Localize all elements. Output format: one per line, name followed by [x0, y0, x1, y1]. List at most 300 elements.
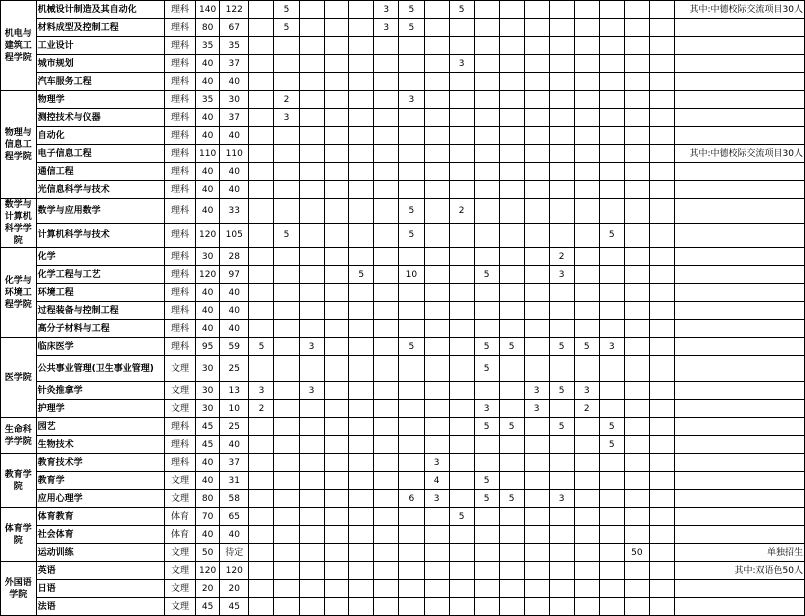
quota-cell [650, 266, 675, 284]
quota-cell [299, 436, 324, 454]
quota-cell [399, 181, 424, 199]
quota-cell [374, 248, 399, 266]
subject-cell: 理科 [164, 320, 195, 338]
quota-cell [299, 55, 324, 73]
quota-cell: 5 [274, 19, 299, 37]
table-row [1, 302, 805, 320]
college-name: 教育学院 [1, 454, 37, 508]
plan-count-cell: 70 [196, 508, 220, 526]
note-cell [674, 223, 804, 248]
plan-count-cell: 45 [196, 418, 220, 436]
quota-cell [499, 382, 524, 400]
quota-cell [274, 73, 299, 91]
quota-cell [324, 127, 349, 145]
subject-cell: 理科 [164, 302, 195, 320]
table-row [1, 418, 805, 436]
quota-cell [374, 562, 399, 580]
quota-cell: 5 [274, 223, 299, 248]
quota-cell [624, 598, 649, 616]
quota-cell [299, 598, 324, 616]
quota-cell [399, 163, 424, 181]
quota-cell [624, 580, 649, 598]
quota-cell [574, 181, 599, 199]
quota-cell [299, 320, 324, 338]
quota-cell [524, 73, 549, 91]
quota-cell: 5 [574, 338, 599, 356]
quota-cell [374, 490, 399, 508]
quota-cell [624, 109, 649, 127]
quota-cell [599, 19, 624, 37]
quota-cell [549, 55, 574, 73]
subject-cell: 理科 [164, 223, 195, 248]
quota-cell [299, 223, 324, 248]
quota-cell [249, 127, 274, 145]
quota-cell [424, 163, 449, 181]
note-cell [674, 472, 804, 490]
quota-cell [599, 400, 624, 418]
quota-cell [324, 400, 349, 418]
quota-cell [349, 127, 374, 145]
plan-count-cell: 40 [196, 526, 220, 544]
quota-cell [374, 356, 399, 382]
quota-cell [324, 454, 349, 472]
quota-cell [549, 302, 574, 320]
quota-cell [399, 472, 424, 490]
plan-count-cell: 40 [196, 163, 220, 181]
quota-cell [624, 454, 649, 472]
quota-cell [249, 248, 274, 266]
quota-cell [449, 163, 474, 181]
quota-cell [549, 73, 574, 91]
quota-cell [299, 248, 324, 266]
quota-cell [374, 436, 399, 454]
quota-cell [474, 284, 499, 302]
quota-cell [324, 544, 349, 562]
quota-cell [549, 284, 574, 302]
plan-count-cell: 120 [196, 223, 220, 248]
quota-cell [324, 490, 349, 508]
quota-cell [274, 284, 299, 302]
quota-cell [324, 199, 349, 224]
quota-cell: 5 [599, 436, 624, 454]
quota-cell [499, 580, 524, 598]
quota-cell [574, 284, 599, 302]
quota-cell [599, 320, 624, 338]
table-row [1, 508, 805, 526]
quota-cell [274, 199, 299, 224]
quota-cell [324, 223, 349, 248]
quota-cell [624, 338, 649, 356]
quota-cell [324, 382, 349, 400]
quota-cell [299, 1, 324, 19]
note-cell [674, 302, 804, 320]
plan-count-cell: 20 [196, 580, 220, 598]
table-row [1, 223, 805, 248]
quota-cell [274, 436, 299, 454]
major-name: 化学工程与工艺 [36, 266, 164, 284]
quota-cell [349, 382, 374, 400]
quota-cell [349, 109, 374, 127]
major-name: 社会体育 [36, 526, 164, 544]
plan-count-cell: 30 [196, 248, 220, 266]
quota-cell [474, 544, 499, 562]
note-cell: 其中:中德校际交流项目30人 [674, 1, 804, 19]
quota-cell [474, 109, 499, 127]
subject-cell: 文理 [164, 472, 195, 490]
quota-cell [574, 454, 599, 472]
table-row [1, 338, 805, 356]
quota-cell [524, 454, 549, 472]
quota-cell [299, 508, 324, 526]
quota-cell [474, 55, 499, 73]
actual-count-cell: 33 [219, 199, 248, 224]
quota-cell [324, 1, 349, 19]
subject-cell: 理科 [164, 145, 195, 163]
college-name: 体育学院 [1, 508, 37, 562]
quota-cell [374, 91, 399, 109]
quota-cell [524, 418, 549, 436]
major-name: 教育技术学 [36, 454, 164, 472]
quota-cell [449, 109, 474, 127]
quota-cell [249, 302, 274, 320]
quota-cell [324, 598, 349, 616]
quota-cell [249, 436, 274, 454]
quota-cell [424, 418, 449, 436]
quota-cell [449, 145, 474, 163]
plan-count-cell: 80 [196, 490, 220, 508]
quota-cell [549, 454, 574, 472]
major-name: 临床医学 [36, 338, 164, 356]
quota-cell [349, 163, 374, 181]
quota-cell [374, 266, 399, 284]
note-cell [674, 580, 804, 598]
quota-cell [249, 562, 274, 580]
quota-cell [499, 508, 524, 526]
quota-cell [549, 580, 574, 598]
quota-cell [399, 544, 424, 562]
quota-cell [599, 199, 624, 224]
quota-cell [499, 109, 524, 127]
quota-cell [274, 400, 299, 418]
quota-cell [424, 1, 449, 19]
quota-cell [274, 562, 299, 580]
quota-cell [249, 490, 274, 508]
quota-cell [524, 55, 549, 73]
quota-cell [474, 302, 499, 320]
quota-cell [424, 199, 449, 224]
quota-cell [624, 320, 649, 338]
quota-cell [574, 472, 599, 490]
note-cell [674, 454, 804, 472]
quota-cell [274, 163, 299, 181]
quota-cell: 3 [299, 382, 324, 400]
quota-cell [399, 580, 424, 598]
quota-cell [474, 526, 499, 544]
note-cell [674, 248, 804, 266]
quota-cell [624, 302, 649, 320]
quota-cell [374, 145, 399, 163]
plan-count-cell: 120 [196, 266, 220, 284]
quota-cell: 5 [399, 338, 424, 356]
quota-cell [399, 436, 424, 454]
major-name: 城市规划 [36, 55, 164, 73]
quota-cell [449, 436, 474, 454]
quota-cell [524, 109, 549, 127]
quota-cell [650, 37, 675, 55]
quota-cell [349, 37, 374, 55]
quota-cell [650, 544, 675, 562]
major-name: 环境工程 [36, 284, 164, 302]
quota-cell [349, 508, 374, 526]
quota-cell [399, 37, 424, 55]
quota-cell [599, 356, 624, 382]
quota-cell [499, 472, 524, 490]
quota-cell [449, 302, 474, 320]
quota-cell [424, 320, 449, 338]
quota-cell [624, 472, 649, 490]
quota-cell [499, 73, 524, 91]
quota-cell [249, 109, 274, 127]
plan-count-cell: 40 [196, 73, 220, 91]
quota-cell [624, 436, 649, 454]
quota-cell [499, 127, 524, 145]
quota-cell [249, 91, 274, 109]
plan-count-cell: 30 [196, 400, 220, 418]
quota-cell: 3 [549, 266, 574, 284]
table-row [1, 181, 805, 199]
quota-cell [274, 382, 299, 400]
quota-cell [424, 338, 449, 356]
quota-cell [624, 356, 649, 382]
quota-cell [399, 248, 424, 266]
quota-cell [499, 544, 524, 562]
quota-cell [624, 508, 649, 526]
major-name: 工业设计 [36, 37, 164, 55]
quota-cell [499, 320, 524, 338]
quota-cell [549, 400, 574, 418]
major-name: 应用心理学 [36, 490, 164, 508]
note-cell [674, 109, 804, 127]
subject-cell: 文理 [164, 490, 195, 508]
quota-cell [624, 400, 649, 418]
quota-cell [449, 454, 474, 472]
quota-cell [299, 580, 324, 598]
quota-cell [650, 508, 675, 526]
quota-cell [374, 73, 399, 91]
quota-cell [399, 73, 424, 91]
subject-cell: 文理 [164, 562, 195, 580]
quota-cell [449, 562, 474, 580]
subject-cell: 理科 [164, 284, 195, 302]
subject-cell: 理科 [164, 37, 195, 55]
quota-cell [249, 508, 274, 526]
quota-cell [324, 55, 349, 73]
quota-cell: 5 [399, 223, 424, 248]
quota-cell [274, 598, 299, 616]
table-row [1, 472, 805, 490]
plan-count-cell: 40 [196, 320, 220, 338]
quota-cell [349, 320, 374, 338]
quota-cell [249, 223, 274, 248]
quota-cell [374, 544, 399, 562]
quota-cell [474, 91, 499, 109]
quota-cell [524, 145, 549, 163]
quota-cell [274, 454, 299, 472]
quota-cell [449, 284, 474, 302]
table-row [1, 266, 805, 284]
quota-cell [599, 472, 624, 490]
quota-cell [424, 598, 449, 616]
quota-cell [249, 580, 274, 598]
quota-cell: 3 [274, 109, 299, 127]
quota-cell [374, 472, 399, 490]
quota-cell: 5 [474, 356, 499, 382]
quota-cell [249, 199, 274, 224]
quota-cell [249, 73, 274, 91]
quota-cell [650, 91, 675, 109]
quota-cell [299, 109, 324, 127]
major-name: 化学 [36, 248, 164, 266]
major-name: 计算机科学与技术 [36, 223, 164, 248]
quota-cell [574, 580, 599, 598]
quota-cell [349, 490, 374, 508]
quota-cell [599, 382, 624, 400]
quota-cell [399, 400, 424, 418]
quota-cell [524, 598, 549, 616]
quota-cell [599, 145, 624, 163]
quota-cell [449, 544, 474, 562]
quota-cell [499, 37, 524, 55]
quota-cell [499, 454, 524, 472]
quota-cell [574, 1, 599, 19]
table-row [1, 127, 805, 145]
quota-cell [374, 338, 399, 356]
quota-cell [524, 37, 549, 55]
quota-cell [424, 181, 449, 199]
table-row [1, 400, 805, 418]
quota-cell [599, 598, 624, 616]
quota-cell [274, 526, 299, 544]
note-cell [674, 91, 804, 109]
quota-cell: 10 [399, 266, 424, 284]
table-row [1, 19, 805, 37]
subject-cell: 文理 [164, 382, 195, 400]
quota-cell: 5 [399, 19, 424, 37]
quota-cell: 5 [599, 418, 624, 436]
quota-cell [449, 320, 474, 338]
quota-cell [524, 436, 549, 454]
quota-cell [449, 598, 474, 616]
note-cell [674, 181, 804, 199]
quota-cell [349, 418, 374, 436]
plan-count-cell: 35 [196, 91, 220, 109]
quota-cell: 3 [599, 338, 624, 356]
quota-cell [624, 382, 649, 400]
quota-cell [524, 248, 549, 266]
quota-cell: 50 [624, 544, 649, 562]
quota-cell [474, 127, 499, 145]
quota-cell [599, 302, 624, 320]
quota-cell [249, 320, 274, 338]
quota-cell [424, 382, 449, 400]
plan-count-cell: 40 [196, 181, 220, 199]
quota-cell [249, 356, 274, 382]
note-cell [674, 400, 804, 418]
quota-cell [474, 181, 499, 199]
quota-cell [349, 302, 374, 320]
quota-cell [624, 19, 649, 37]
quota-cell [249, 145, 274, 163]
subject-cell: 文理 [164, 598, 195, 616]
quota-cell [399, 454, 424, 472]
quota-cell: 3 [449, 55, 474, 73]
quota-cell [624, 248, 649, 266]
quota-cell [324, 109, 349, 127]
quota-cell [424, 284, 449, 302]
table-row [1, 454, 805, 472]
quota-cell [524, 181, 549, 199]
quota-cell [650, 562, 675, 580]
quota-cell [624, 199, 649, 224]
quota-cell [374, 418, 399, 436]
quota-cell [574, 508, 599, 526]
quota-cell [374, 454, 399, 472]
college-name: 机电与建筑工程学院 [1, 1, 37, 91]
quota-cell [650, 127, 675, 145]
quota-cell [249, 163, 274, 181]
actual-count-cell: 40 [219, 73, 248, 91]
major-name: 运动训练 [36, 544, 164, 562]
quota-cell [349, 526, 374, 544]
major-name: 高分子材料与工程 [36, 320, 164, 338]
quota-cell [650, 284, 675, 302]
subject-cell: 体育 [164, 508, 195, 526]
major-name: 法语 [36, 598, 164, 616]
major-name: 护理学 [36, 400, 164, 418]
actual-count-cell: 122 [219, 1, 248, 19]
quota-cell [549, 508, 574, 526]
quota-cell [650, 382, 675, 400]
quota-cell [249, 266, 274, 284]
major-name: 针灸推拿学 [36, 382, 164, 400]
note-cell [674, 127, 804, 145]
major-name: 物理学 [36, 91, 164, 109]
subject-cell: 理科 [164, 163, 195, 181]
quota-cell [374, 526, 399, 544]
quota-cell [499, 248, 524, 266]
plan-count-cell: 40 [196, 127, 220, 145]
quota-cell [549, 526, 574, 544]
quota-cell [399, 562, 424, 580]
table-row [1, 1, 805, 19]
quota-cell: 5 [499, 418, 524, 436]
quota-cell [474, 248, 499, 266]
quota-cell [624, 73, 649, 91]
plan-count-cell: 140 [196, 1, 220, 19]
note-cell [674, 163, 804, 181]
quota-cell [650, 302, 675, 320]
quota-cell [524, 490, 549, 508]
quota-cell [650, 181, 675, 199]
quota-cell [650, 55, 675, 73]
quota-cell [399, 109, 424, 127]
quota-cell [424, 302, 449, 320]
plan-count-cell: 45 [196, 598, 220, 616]
quota-cell [499, 199, 524, 224]
college-name: 化学与环境工程学院 [1, 248, 37, 338]
plan-count-cell: 35 [196, 37, 220, 55]
actual-count-cell: 67 [219, 19, 248, 37]
